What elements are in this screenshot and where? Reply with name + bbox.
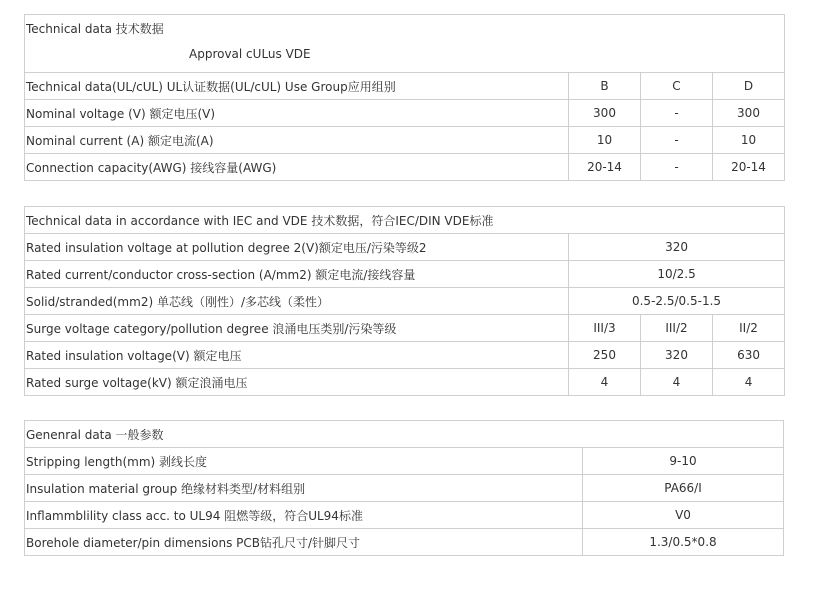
- table-header-row: [25, 73, 785, 100]
- table-row: [25, 288, 785, 315]
- cell-3: 630: [713, 342, 785, 369]
- table-title-row: [25, 421, 784, 448]
- header-col-c: C: [641, 73, 713, 100]
- table-title: Technical data 技术数据: [26, 22, 164, 36]
- cell-3: II/2: [713, 315, 785, 342]
- row-label: Connection capacity(AWG) 接线容量(AWG): [25, 154, 569, 181]
- row-label: Nominal current (A) 额定电流(A): [25, 127, 569, 154]
- cell-c: -: [641, 154, 713, 181]
- header-label: Technical data(UL/cUL) UL认证数据(UL/cUL) Use Group应用组别: [25, 73, 569, 100]
- row-value: 0.5-2.5/0.5-1.5: [569, 288, 785, 315]
- cell-1: 250: [569, 342, 641, 369]
- row-value: PA66/I: [583, 475, 784, 502]
- row-label: Rated current/conductor cross-section (A/mm2) 额定电流/接线容量: [25, 261, 569, 288]
- table-row: [25, 529, 784, 556]
- header-col-b: B: [569, 73, 641, 100]
- table-row: [25, 475, 784, 502]
- cell-c: -: [641, 100, 713, 127]
- header-col-d: D: [713, 73, 785, 100]
- cell-b: 20-14: [569, 154, 641, 181]
- iec-vde-data-table: [24, 206, 785, 396]
- table-title-row: [25, 207, 785, 234]
- table-row: [25, 342, 785, 369]
- table-title-cell: [25, 15, 785, 73]
- cell-d: 10: [713, 127, 785, 154]
- row-label: Rated surge voltage(kV) 额定浪涌电压: [25, 369, 569, 396]
- approval-text: Approval cULus VDE: [189, 47, 311, 61]
- cell-b: 10: [569, 127, 641, 154]
- table-row: [25, 154, 785, 181]
- row-value: 320: [569, 234, 785, 261]
- cell-d: 300: [713, 100, 785, 127]
- table-row: [25, 448, 784, 475]
- row-value: 10/2.5: [569, 261, 785, 288]
- row-value: 1.3/0.5*0.8: [583, 529, 784, 556]
- row-label: Borehole diameter/pin dimensions PCB钻孔尺寸/针脚尺寸: [25, 529, 583, 556]
- row-value: V0: [583, 502, 784, 529]
- row-label: Inflammblility class acc. to UL94 阻燃等级，符合UL94标准: [25, 502, 583, 529]
- cell-2: 4: [641, 369, 713, 396]
- cell-2: III/2: [641, 315, 713, 342]
- cell-b: 300: [569, 100, 641, 127]
- row-label: Rated insulation voltage at pollution degree 2(V)额定电压/污染等级2: [25, 234, 569, 261]
- general-data-table: [24, 420, 784, 556]
- cell-d: 20-14: [713, 154, 785, 181]
- table-row: [25, 234, 785, 261]
- row-label: Solid/stranded(mm2) 单芯线（刚性）/多芯线（柔性）: [25, 288, 569, 315]
- cell-3: 4: [713, 369, 785, 396]
- table-row: [25, 315, 785, 342]
- row-label: Stripping length(mm) 剥线长度: [25, 448, 583, 475]
- table-row: [25, 127, 785, 154]
- table-row: [25, 502, 784, 529]
- row-label: Rated insulation voltage(V) 额定电压: [25, 342, 569, 369]
- row-value: 9-10: [583, 448, 784, 475]
- table-title-row: [25, 15, 785, 73]
- table-row: [25, 261, 785, 288]
- cell-1: 4: [569, 369, 641, 396]
- cell-2: 320: [641, 342, 713, 369]
- cell-1: III/3: [569, 315, 641, 342]
- row-label: Surge voltage category/pollution degree 浪涌电压类别/污染等级: [25, 315, 569, 342]
- table-title: Technical data in accordance with IEC and VDE 技术数据，符合IEC/DIN VDE标准: [25, 207, 785, 234]
- cell-c: -: [641, 127, 713, 154]
- row-label: Insulation material group 绝缘材料类型/材料组别: [25, 475, 583, 502]
- table-row: [25, 100, 785, 127]
- technical-data-table: [24, 14, 785, 181]
- table-row: [25, 369, 785, 396]
- table-title: Genenral data 一般参数: [25, 421, 784, 448]
- row-label: Nominal voltage (V) 额定电压(V): [25, 100, 569, 127]
